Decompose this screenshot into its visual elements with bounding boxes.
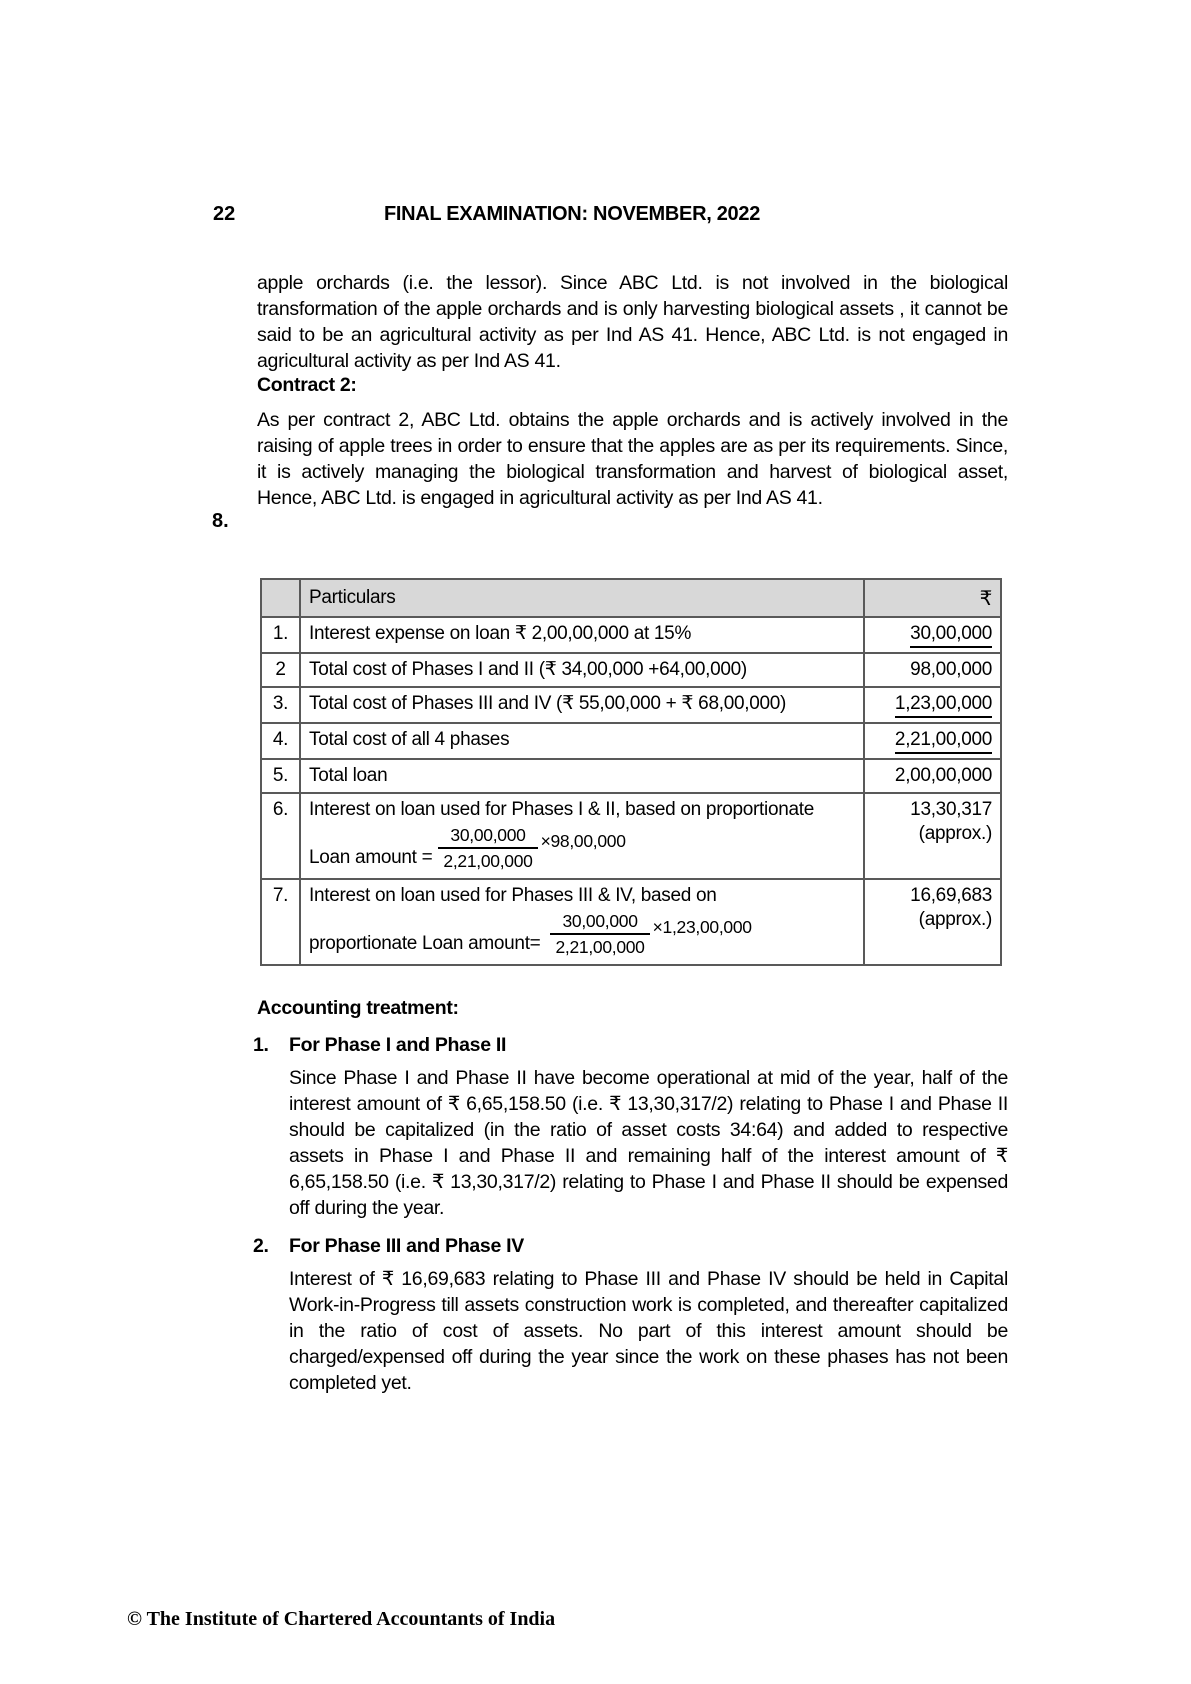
section-paragraph: Interest of ₹ 16,69,683 relating to Phase III and Phase IV should be held in Capital Work-in-Progress till assets construction work is completed, and thereafter capitalized in the ratio of cost of assets. No part of this interest amount should be charged/expensed off during the year since the work on these phases has not been completed yet.	[289, 1268, 1008, 1394]
row-number: 3.	[261, 687, 300, 723]
loan-proportion-formula	[309, 824, 855, 872]
loan-proportion-formula	[309, 910, 855, 958]
table-row	[261, 653, 1001, 687]
row-amount: 1,23,00,000	[895, 692, 992, 718]
row-particulars-line1: Interest on loan used for Phases I & II, based on proportionate	[309, 799, 814, 820]
fraction-multiplier: ×1,23,00,000	[652, 917, 752, 937]
row-amount: 13,30,317	[910, 799, 992, 820]
section-title: For Phase I and Phase II	[289, 1034, 507, 1056]
table-row	[261, 793, 1001, 879]
table-row	[261, 759, 1001, 793]
row-amount-approx: (approx.)	[918, 909, 992, 930]
row-particulars: Total loan	[300, 759, 864, 793]
row-particulars: Interest expense on loan ₹ 2,00,00,000 at 15%	[300, 617, 864, 653]
row-particulars: Total cost of Phases I and II (₹ 34,00,000 +64,00,000)	[300, 653, 864, 687]
paragraph-contract1-conclusion: apple orchards (i.e. the lessor). Since ABC Ltd. is not involved in the biological transformation of the apple orchards and is only harvesting biological assets , it cannot be said to be an agricultural activity as per Ind AS 41. Hence, ABC Ltd. is not engaged in agricultural activity as per Ind AS 41.	[257, 272, 1008, 372]
row-amount: 2,21,00,000	[895, 728, 992, 754]
table-header-row	[261, 579, 1001, 617]
accounting-section-1	[253, 1034, 1008, 1227]
row-amount: 30,00,000	[910, 622, 992, 648]
fraction	[438, 824, 537, 872]
page-header-title: FINAL EXAMINATION: NOVEMBER, 2022	[383, 203, 761, 225]
fraction-denominator: 2,21,00,000	[555, 937, 645, 957]
table-row	[261, 723, 1001, 759]
row-number: 4.	[261, 723, 300, 759]
section-number: 1.	[253, 1034, 269, 1056]
fraction-numerator: 30,00,000	[438, 824, 537, 849]
row-number: 1.	[261, 617, 300, 653]
section-title: For Phase III and Phase IV	[289, 1235, 524, 1257]
section-paragraph: Since Phase I and Phase II have become operational at mid of the year, half of the interest amount of ₹ 6,65,158.50 (i.e. ₹ 13,30,317/2) relating to Phase I and Phase II should be capitalized (in the ratio of asset costs 34:64) and added to respective assets in Phase I and Phase II and remaining half of the interest amount of ₹ 6,65,158.50 (i.e. ₹ 13,30,317/2) relating to Phase I and Phase II should be expensed off during the year.	[289, 1067, 1008, 1219]
fraction	[550, 910, 649, 958]
table-header-no	[261, 579, 300, 617]
page-number: 22	[213, 203, 236, 225]
table-row	[261, 617, 1001, 653]
row-particulars: Total cost of all 4 phases	[300, 723, 864, 759]
row-number: 6.	[261, 793, 300, 879]
table-row	[261, 879, 1001, 965]
row-amount-approx: (approx.)	[918, 823, 992, 844]
row-particulars-line1: Interest on loan used for Phases III & IV, based on	[309, 885, 717, 906]
interest-calculation-table	[260, 578, 1002, 966]
row-number: 7.	[261, 879, 300, 965]
accounting-treatment-section	[253, 997, 1008, 1410]
row-number: 5.	[261, 759, 300, 793]
row-amount: 16,69,683	[910, 885, 992, 906]
table-row	[261, 687, 1001, 723]
row-particulars: Total cost of Phases III and IV (₹ 55,00,000 + ₹ 68,00,000)	[300, 687, 864, 723]
footer-copyright: © The Institute of Chartered Accountants of India	[127, 1608, 556, 1630]
formula-prefix: Loan amount =	[309, 847, 433, 868]
section-number: 2.	[253, 1235, 269, 1257]
contract2-heading: Contract 2:	[257, 374, 357, 396]
paragraph-contract2: As per contract 2, ABC Ltd. obtains the apple orchards and is actively involved in the raising of apple trees in order to ensure that the apples are as per its requirements. Since, it is actively managing the biological transformation and harvest of biological asset, Hence, ABC Ltd. is engaged in agricultural activity as per Ind AS 41.	[257, 409, 1008, 509]
row-amount: 2,00,00,000	[864, 759, 1001, 793]
table-header-particulars: Particulars	[300, 579, 864, 617]
accounting-treatment-heading: Accounting treatment:	[257, 997, 459, 1019]
accounting-section-2	[253, 1235, 1008, 1402]
formula-prefix: proportionate Loan amount=	[309, 933, 541, 954]
row-number: 2	[261, 653, 300, 687]
fraction-numerator: 30,00,000	[550, 910, 649, 935]
fraction-denominator: 2,21,00,000	[443, 851, 533, 871]
table-header-rupee-symbol: ₹	[864, 579, 1001, 617]
fraction-multiplier: ×98,00,000	[540, 831, 626, 851]
row-amount: 98,00,000	[864, 653, 1001, 687]
question-8-label: 8.	[212, 510, 229, 532]
